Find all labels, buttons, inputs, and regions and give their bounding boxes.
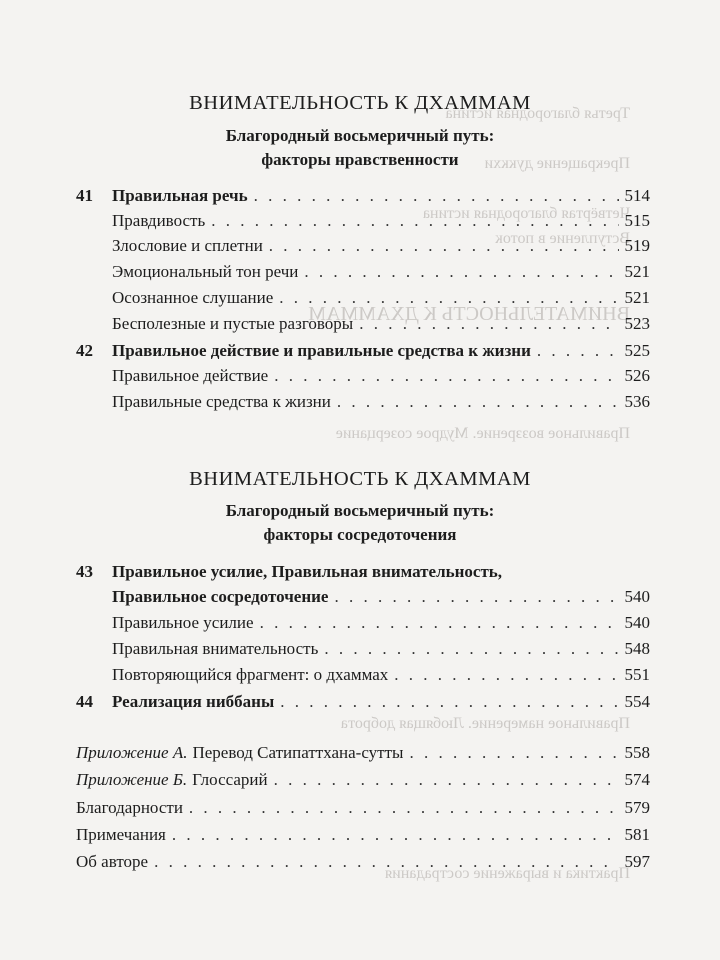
subentry-title: Осознанное слушание	[112, 288, 274, 307]
page-number: 579	[624, 798, 650, 817]
page-number: 548	[624, 639, 650, 658]
ghost-line: Вступление в поток	[495, 230, 630, 247]
page-number: 551	[624, 665, 650, 684]
ghost-line: Третья благородная истина	[445, 105, 630, 122]
page-number: 597	[624, 852, 650, 871]
page-number: 540	[624, 587, 650, 606]
subentry-title: Бесполезные и пустые разговоры	[112, 314, 354, 333]
dot-leader	[172, 825, 619, 845]
subentry-title: Правдивость	[112, 211, 206, 230]
toc-subentry[interactable]	[112, 392, 650, 416]
page-number: 523	[624, 314, 650, 333]
page-number: 519	[624, 236, 650, 255]
subentry-title: Правильное действие	[112, 366, 269, 385]
toc-subentry[interactable]	[112, 366, 650, 390]
toc-backmatter[interactable]	[76, 825, 650, 849]
appendix-title: Глоссарий	[192, 770, 268, 789]
chapter-title: Правильное действие и правильные средства к жизни	[112, 341, 531, 360]
toc-backmatter[interactable]	[76, 798, 650, 822]
dot-leader	[274, 366, 618, 386]
ghost-line: Практика и выражение сострадания	[384, 865, 630, 882]
dot-leader	[334, 587, 618, 607]
toc-entry[interactable]	[76, 341, 650, 365]
backmatter-title: Об авторе	[76, 852, 149, 871]
page-number: 540	[624, 613, 650, 632]
toc-subentry[interactable]	[112, 236, 650, 260]
page-number: 526	[624, 366, 650, 385]
section-subtitle: Благородный восьмеричный путь:	[225, 501, 495, 520]
page-number: 514	[624, 186, 650, 205]
toc-subentry[interactable]	[112, 639, 650, 663]
page-number: 558	[624, 743, 650, 762]
ghost-heading: ВНИМАТЕЛЬНОСТЬ К ДХАММАМ	[308, 303, 630, 325]
dot-leader	[409, 743, 618, 763]
chapter-title: Правильное сосредоточение	[112, 587, 329, 606]
toc-subentry[interactable]	[112, 314, 650, 338]
page-number: 574	[624, 770, 650, 789]
section-subtitle: Благородный восьмеричный путь:	[225, 126, 495, 145]
page-number: 581	[624, 825, 650, 844]
subentry-title: Злословие и сплетни	[112, 236, 263, 255]
subentry-title: Повторяющийся фрагмент: о дхаммах	[112, 665, 389, 684]
toc-entry[interactable]	[112, 587, 650, 611]
page-number: 554	[624, 692, 650, 711]
dot-leader	[324, 639, 618, 659]
toc-backmatter[interactable]	[76, 852, 650, 876]
chapter-number: 42	[76, 341, 93, 360]
toc-subentry[interactable]	[112, 211, 650, 235]
dot-leader	[279, 288, 618, 308]
backmatter-title: Благодарности	[76, 798, 183, 817]
dot-leader	[304, 262, 618, 282]
page-number: 515	[624, 211, 650, 230]
chapter-title-line1: Правильное усилие, Правильная внимательность,	[112, 562, 503, 581]
chapter-number: 43	[76, 562, 93, 581]
dot-leader	[274, 770, 619, 790]
page-number: 525	[624, 341, 650, 360]
toc-subentry[interactable]	[112, 665, 650, 689]
ghost-line: Правильное намерение. Любящая доброта	[340, 715, 630, 732]
subentry-title: Правильная внимательность	[112, 639, 319, 658]
dot-leader	[211, 211, 618, 231]
dot-leader	[260, 613, 619, 633]
dot-leader	[394, 665, 618, 685]
dot-leader	[154, 852, 618, 872]
subentry-title: Правильные средства к жизни	[112, 392, 331, 411]
appendix-title: Перевод Сатипаттхана-сутты	[192, 743, 404, 762]
backmatter-title: Примечания	[76, 825, 166, 844]
ghost-line: Правильное воззрение. Мудрое созерцание	[335, 425, 630, 442]
subentry-title: Эмоциональный тон речи	[112, 262, 299, 281]
chapter-number: 41	[76, 186, 93, 205]
chapter-title: Правильная речь	[112, 186, 248, 205]
page-number: 536	[624, 392, 650, 411]
section-subtitle: факторы сосредоточения	[263, 525, 457, 544]
page-number: 521	[624, 288, 650, 307]
toc-appendix[interactable]	[76, 770, 650, 794]
dot-leader	[254, 186, 619, 206]
ghost-line: Прекращение дуккхи	[484, 155, 630, 172]
dot-leader	[359, 314, 618, 334]
toc-subentry[interactable]	[112, 262, 650, 286]
chapter-number: 44	[76, 692, 93, 711]
toc-subentry[interactable]	[112, 613, 650, 637]
section-heading: ВНИМАТЕЛЬНОСТЬ К ДХАММАМ	[189, 468, 531, 490]
appendix-label: Приложение Б.	[76, 770, 188, 789]
dot-leader	[337, 392, 619, 412]
toc-entry[interactable]	[76, 692, 650, 716]
dot-leader	[189, 798, 619, 818]
appendix-label: Приложение А.	[76, 743, 188, 762]
section-subtitle: факторы нравственности	[261, 150, 459, 169]
ghost-line: Четвёртая благородная истина	[422, 205, 630, 222]
page-number: 521	[624, 262, 650, 281]
dot-leader	[280, 692, 618, 712]
dot-leader	[269, 236, 619, 256]
toc-subentry[interactable]	[112, 288, 650, 312]
toc-appendix[interactable]	[76, 743, 650, 767]
dot-leader	[537, 341, 619, 361]
subentry-title: Правильное усилие	[112, 613, 254, 632]
toc-entry[interactable]	[76, 186, 650, 210]
chapter-title: Реализация ниббаны	[112, 692, 275, 711]
section-heading: ВНИМАТЕЛЬНОСТЬ К ДХАММАМ	[189, 92, 531, 114]
